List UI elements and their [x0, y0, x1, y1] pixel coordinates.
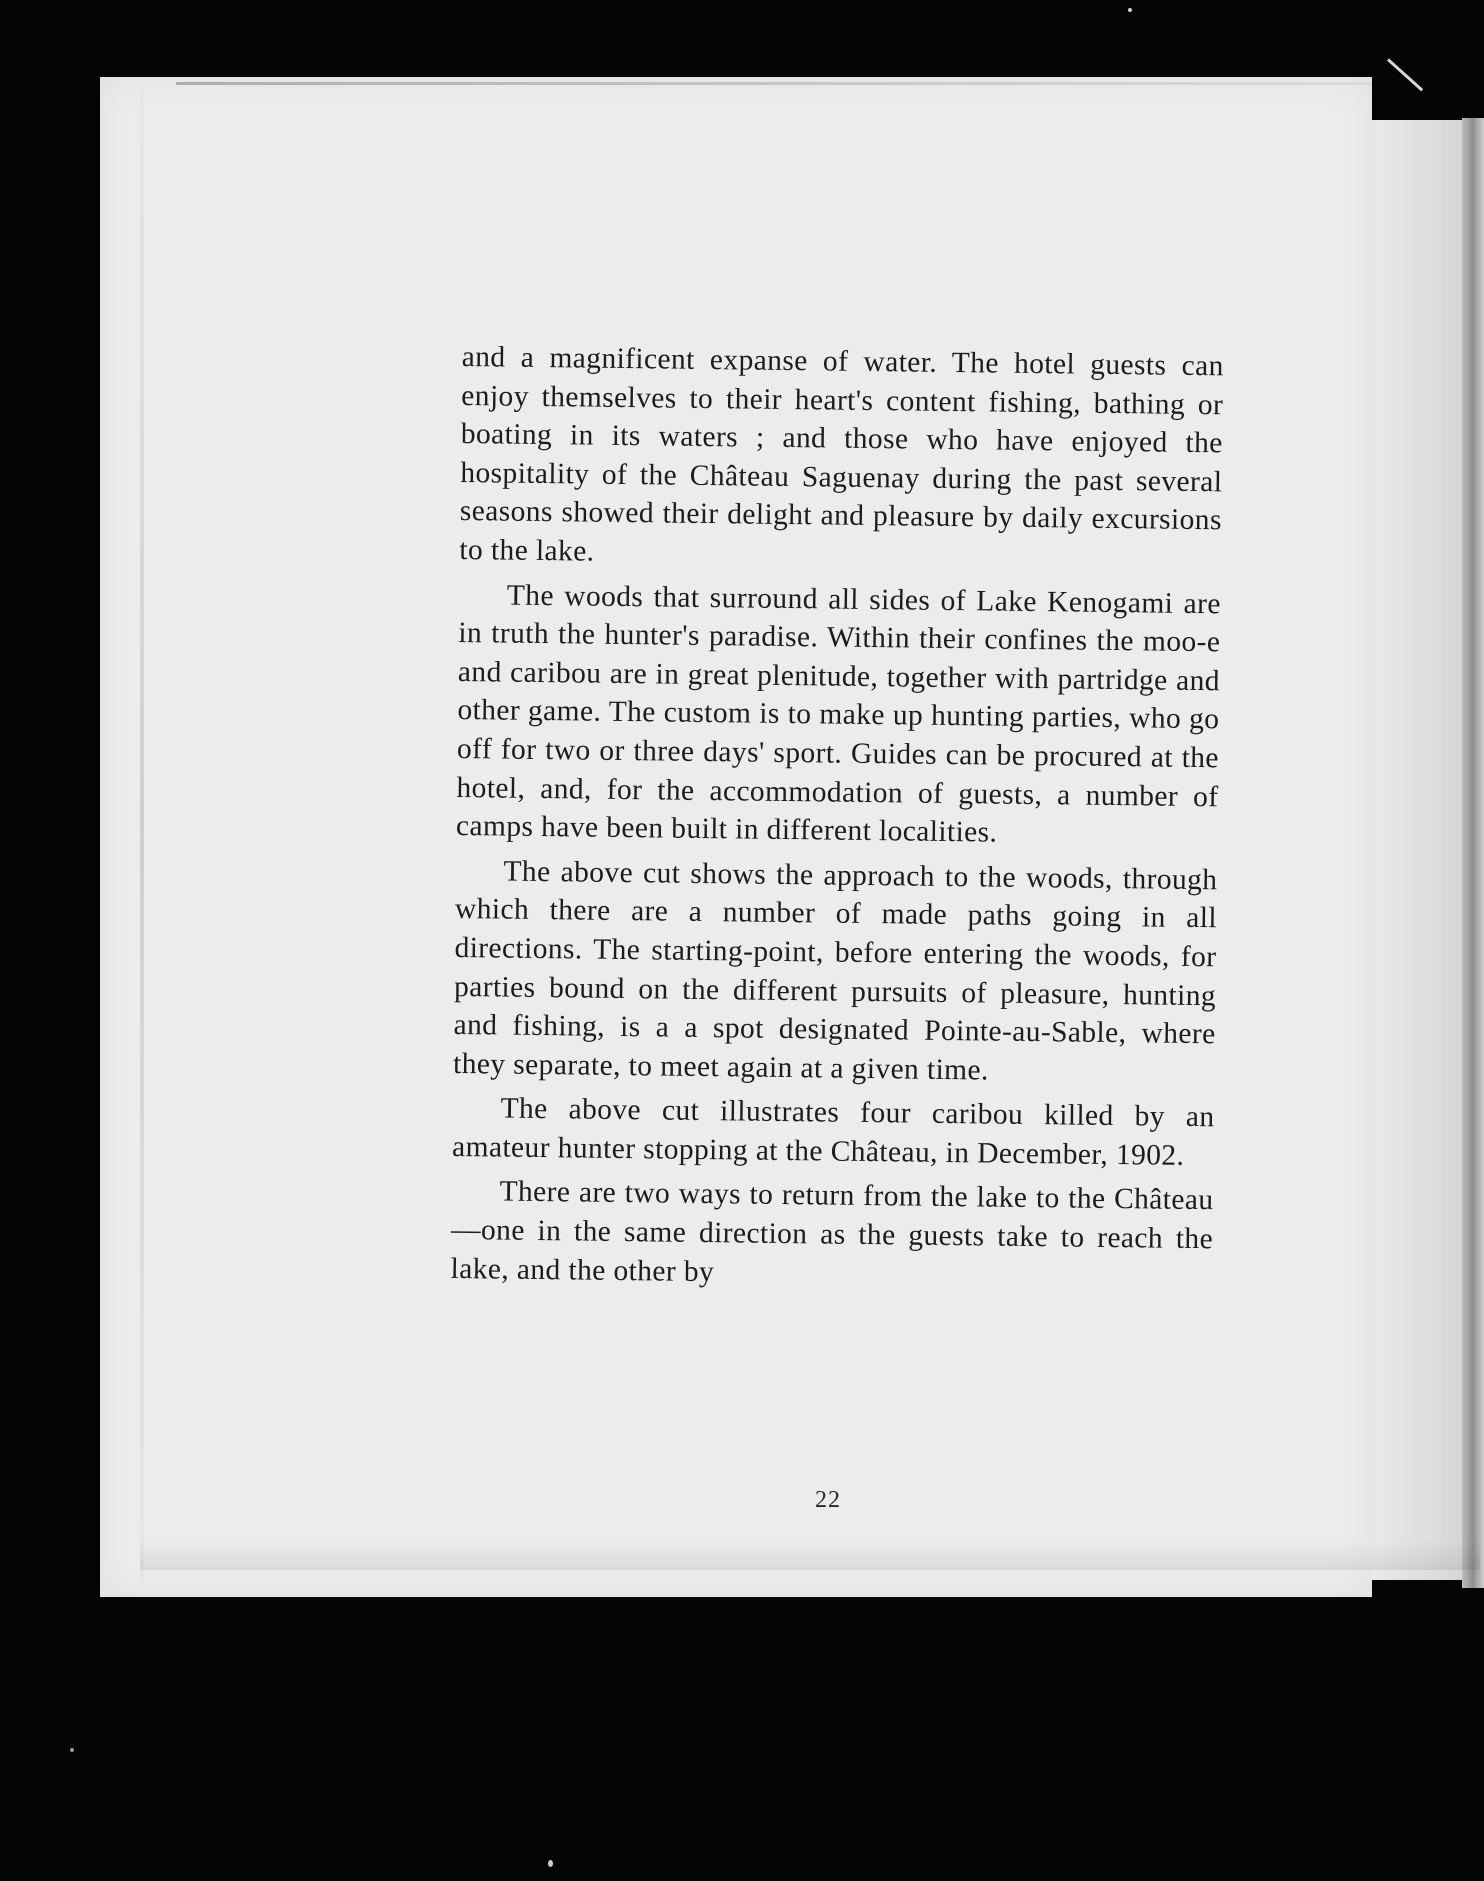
dust-speck [548, 1860, 553, 1867]
page-number: 22 [815, 1487, 841, 1513]
dust-speck [1128, 8, 1132, 12]
book-spine-edge [1462, 118, 1484, 1588]
scan-artifact [1387, 58, 1423, 91]
body-text [450, 338, 1224, 1303]
page-fold [140, 90, 144, 1580]
dust-speck [70, 1748, 74, 1752]
page-bottom-shade [140, 1540, 1480, 1570]
paragraph-3: The above cut shows the approach to the woods, through which there are a number of made paths going in all directions. The starting-point, before entering the woods, for parties bound on the different pursuits of pleasure, hunting and fishing, is a a spot designated Pointe-au-Sable, where they separate, to meet again at a given time. [452, 855, 1218, 1087]
paragraph-2: The woods that surround all sides of Lake Kenogami are in truth the hunter's paradise. Within their confines the moo-e and caribou are in great plenitude, together with partridge and other game. The custom is to make up hunting parties, who go off for two or three days' sport. Guides can be procured at the hotel, and, for the accommodation of guests, a number of camps have been built in different localities. [455, 579, 1222, 849]
page-top-shadow [176, 82, 1372, 85]
paragraph-5: There are two ways to return from the lake to the Château—one in the same direction as the guests take to reach the lake, and the other by [450, 1175, 1214, 1288]
paragraph-1: and a magnificent expanse of water. The hotel guests can enjoy themselves to their heart's content fishing, bathing or boating in its waters ; and those who have enjoyed the hospitality of the Château Saguenay during the past several seasons showed their delight and pleasure by daily excursions to the lake. [459, 340, 1224, 568]
paragraph-4: The above cut illustrates four caribou killed by an amateur hunter stopping at the Château, in December, 1902. [451, 1092, 1215, 1172]
